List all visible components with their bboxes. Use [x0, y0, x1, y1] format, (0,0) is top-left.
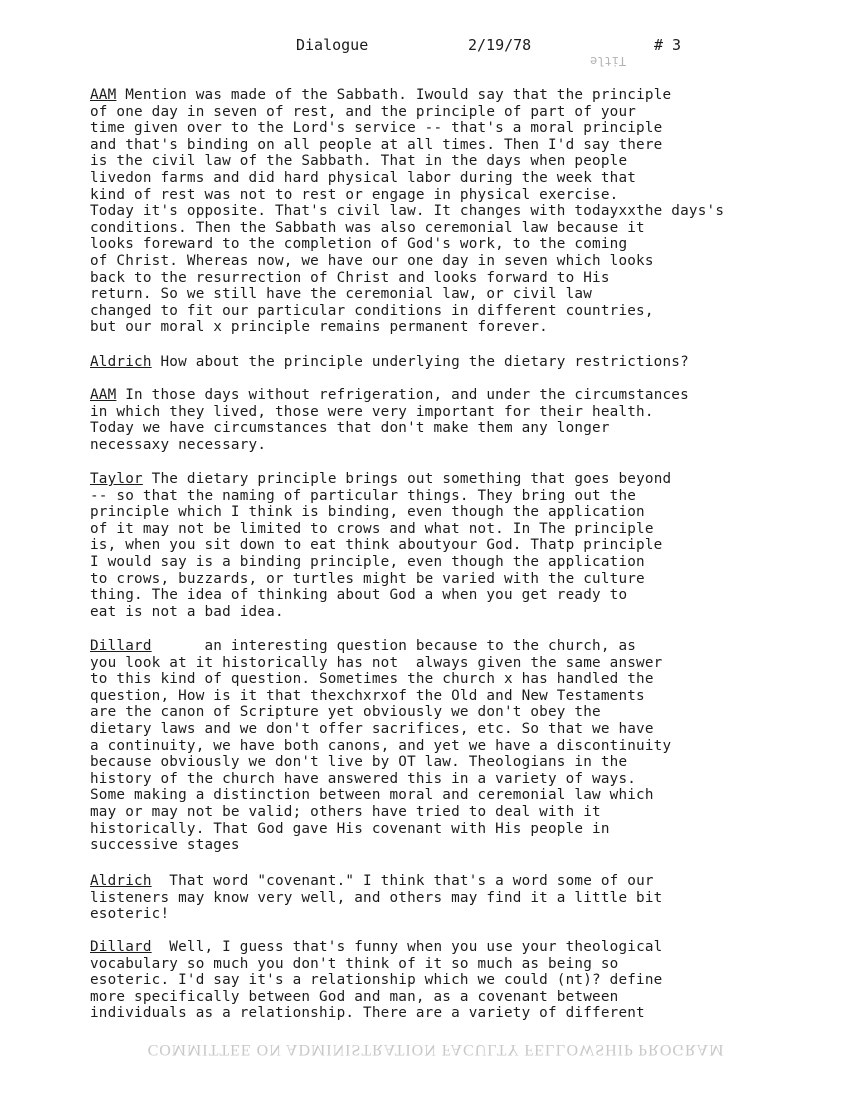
text-line: [90, 387, 810, 404]
line-text: time given over to the Lord's service -- that's a moral principle: [90, 120, 663, 137]
text-line: [90, 890, 810, 907]
line-text: individuals as a relationship. There are a variety of different: [90, 1005, 645, 1022]
line-text: In those days without refrigeration, and under the circumstances: [116, 387, 689, 403]
text-line: [90, 837, 810, 854]
line-text: more specifically between God and man, as a covenant between: [90, 988, 619, 1005]
line-text: history of the church have answered this in a variety of ways.: [90, 770, 637, 787]
line-text: to crows, buzzards, or turtles might be varied with the culture: [90, 570, 645, 587]
text-line: [90, 354, 810, 371]
line-text: a continuity, we have both canons, and yet we have a discontinuity: [90, 737, 672, 754]
line-text: of Christ. Whereas now, we have our one day in seven which looks: [90, 252, 654, 269]
text-line: [90, 253, 810, 270]
line-text: may or may not be valid; others have tried to deal with it: [90, 803, 601, 820]
text-line: [90, 104, 810, 121]
text-line: [90, 754, 810, 771]
line-text: livedon farms and did hard physical labor during the week that: [90, 169, 637, 186]
line-text: in which they lived, those were very important for their health.: [90, 403, 654, 420]
line-text: are the canon of Scripture yet obviously we don't obey the: [90, 704, 601, 721]
line-text: question, How is it that thexchxrxof the Old and New Testaments: [90, 687, 645, 704]
text-line: [90, 771, 810, 788]
line-text: of one day in seven of rest, and the principle of part of your: [90, 103, 637, 120]
speaker-name: Aldrich: [90, 354, 152, 370]
show-through-title: Title: [590, 54, 627, 68]
speaker-name: Dillard: [90, 939, 152, 955]
speaker-name: AAM: [90, 87, 117, 103]
text-line: [90, 303, 810, 320]
line-text: is, when you sit down to eat think aboutyour God. Thatp principle: [90, 537, 663, 554]
speaker-name: Aldrich: [90, 873, 152, 889]
text-line: [90, 420, 810, 437]
text-line: [90, 203, 810, 220]
line-text: listeners may know very well, and others may find it a little bit: [90, 889, 663, 906]
line-text: esoteric. I'd say it's a relationship which we could (nt)? define: [90, 972, 663, 989]
line-text: How about the principle underlying the dietary restrictions?: [151, 354, 689, 370]
line-text: an interesting question because to the church, as: [151, 638, 637, 654]
text-line: [90, 873, 810, 890]
line-text: Mention was made of the Sabbath. Iwould say that the principle: [116, 87, 672, 103]
text-line: [90, 137, 810, 154]
line-text: looks foreward to the completion of God's work, to the coming: [90, 236, 628, 253]
text-line: [90, 153, 810, 170]
text-line: [90, 187, 810, 204]
text-line: [90, 319, 810, 336]
line-text: you look at it historically has not always given the same answer: [90, 654, 663, 671]
line-text: back to the resurrection of Christ and looks forward to His: [90, 269, 610, 286]
text-line: [90, 655, 810, 672]
line-text: conditions. Then the Sabbath was also ceremonial law because it: [90, 219, 645, 236]
speaker-name: Dillard: [90, 638, 152, 654]
dialogue-entry: [90, 939, 810, 1022]
text-line: [90, 604, 810, 621]
text-line: [90, 989, 810, 1006]
text-line: [90, 972, 810, 989]
text-line: [90, 270, 810, 287]
line-text: Well, I guess that's funny when you use your theological: [151, 939, 663, 955]
line-text: The dietary principle brings out something that goes beyond: [142, 471, 672, 487]
line-text: and that's binding on all people at all times. Then I'd say there: [90, 136, 663, 153]
text-line: [90, 787, 810, 804]
line-text: kind of rest was not to rest or engage in physical exercise.: [90, 186, 619, 203]
page-header: [0, 36, 844, 56]
text-line: [90, 220, 810, 237]
text-line: [90, 537, 810, 554]
text-line: [90, 704, 810, 721]
text-line: [90, 170, 810, 187]
line-text: changed to fit our particular conditions in different countries,: [90, 302, 654, 319]
text-line: [90, 87, 810, 104]
text-line: [90, 404, 810, 421]
speaker-name: Taylor: [90, 471, 143, 487]
document-date: 2/19/78: [468, 36, 532, 54]
text-line: [90, 587, 810, 604]
text-line: [90, 286, 810, 303]
text-line: [90, 571, 810, 588]
text-line: [90, 939, 810, 956]
text-line: [90, 236, 810, 253]
text-line: [90, 120, 810, 137]
text-line: [90, 504, 810, 521]
line-text: That word "covenant." I think that's a word some of our: [151, 873, 654, 889]
speaker-name: AAM: [90, 387, 117, 403]
dialogue-entry: [90, 354, 810, 371]
line-text: because obviously we don't live by OT law. Theologians in the: [90, 754, 628, 771]
line-text: eat is not a bad idea.: [90, 603, 284, 620]
line-text: historically. That God gave His covenant with His people in: [90, 820, 610, 837]
line-text: Today we have circumstances that don't make them any longer: [90, 420, 610, 437]
line-text: esoteric!: [90, 906, 170, 923]
text-line: [90, 804, 810, 821]
dialogue-entry: [90, 471, 810, 620]
text-line: [90, 638, 810, 655]
line-text: principle which I think is binding, even though the application: [90, 504, 645, 521]
text-line: [90, 821, 810, 838]
text-line: [90, 906, 810, 923]
dialogue-entry: [90, 873, 810, 923]
text-line: [90, 956, 810, 973]
line-text: to this kind of question. Sometimes the church x has handled the: [90, 671, 654, 688]
line-text: Some making a distinction between moral and ceremonial law which: [90, 787, 654, 804]
line-text: I would say is a binding principle, even though the application: [90, 553, 645, 570]
line-text: Today it's opposite. That's civil law. It changes with todayxxthe days's: [90, 203, 725, 220]
text-line: [90, 1005, 810, 1022]
line-text: but our moral x principle remains permanent forever.: [90, 319, 548, 336]
text-line: [90, 471, 810, 488]
line-text: thing. The idea of thinking about God a when you get ready to: [90, 587, 628, 604]
line-text: dietary laws and we don't offer sacrifices, etc. So that we have: [90, 720, 654, 737]
text-line: [90, 437, 810, 454]
text-line: [90, 721, 810, 738]
line-text: successive stages: [90, 837, 240, 854]
text-line: [90, 488, 810, 505]
line-text: return. So we still have the ceremonial law, or civil law: [90, 286, 593, 303]
text-line: [90, 521, 810, 538]
text-line: [90, 554, 810, 571]
line-text: necessaxy necessary.: [90, 436, 267, 453]
line-text: of it may not be limited to crows and what not. In The principle: [90, 520, 654, 537]
show-through-footer: COMMITTEE ON ADMINISTRATION FACULTY FELLOWSHIP PROGRAM: [147, 1041, 725, 1058]
page-number: # 3: [654, 36, 682, 54]
document-title: Dialogue: [296, 36, 369, 54]
line-text: vocabulary so much you don't think of it so much as being so: [90, 955, 619, 972]
line-text: -- so that the naming of particular things. They bring out the: [90, 487, 637, 504]
dialogue-entry: [90, 87, 810, 336]
text-line: [90, 688, 810, 705]
dialogue-entry: [90, 638, 810, 854]
text-line: [90, 671, 810, 688]
text-line: [90, 738, 810, 755]
dialogue-entry: [90, 387, 810, 453]
line-text: is the civil law of the Sabbath. That in the days when people: [90, 153, 628, 170]
